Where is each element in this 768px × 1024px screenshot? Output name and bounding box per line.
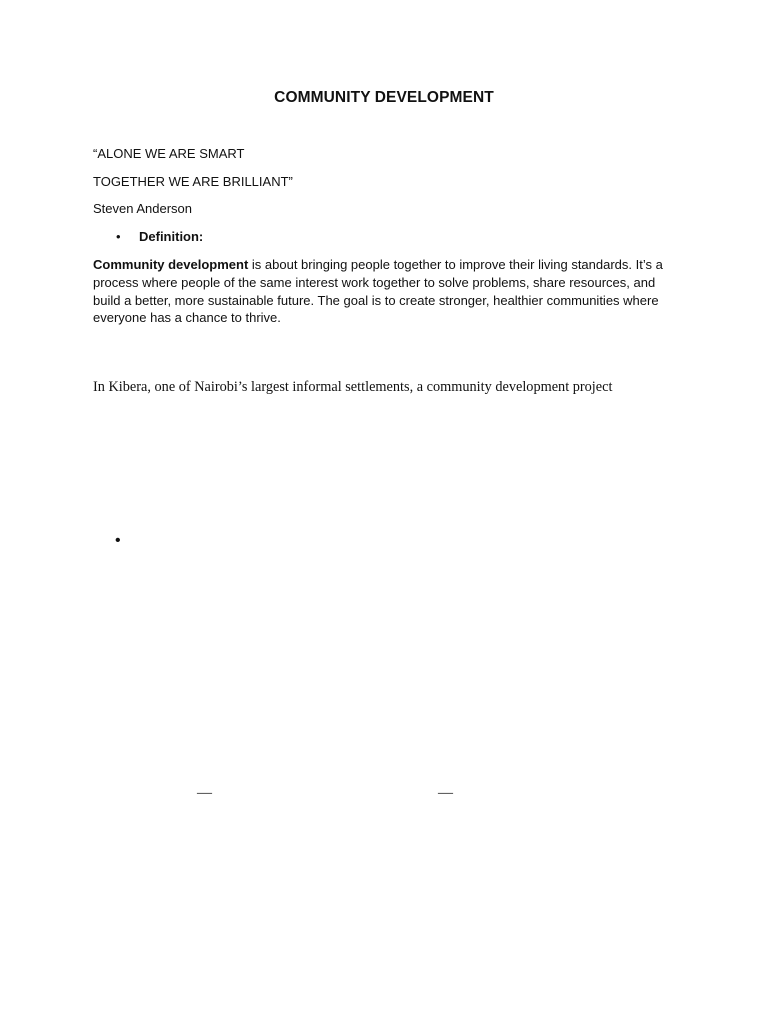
quote-author: Steven Anderson [93, 201, 193, 216]
document-title: COMMUNITY DEVELOPMENT [274, 89, 494, 106]
definition-text: is about bringing people together to improve their living standards. It’s a process where people of the same interest work together to solve problems, share resources, and build a better, more sustainable future. The goal is to create stronger, healthier communities where everyone has a chance to thrive. [93, 257, 663, 326]
dash-mark-2: — [438, 785, 453, 801]
empty-bullet-icon: • [115, 532, 121, 549]
definition-paragraph [93, 256, 678, 327]
kibera-sentence: In Kibera, one of Nairobi’s largest informal settlements, a community development project [93, 379, 613, 395]
definition-label: Definition: [139, 229, 204, 244]
bullet-icon: • [116, 229, 121, 244]
dash-mark-1: — [197, 785, 212, 801]
definition-term: Community development [93, 257, 249, 272]
quote-line-2: TOGETHER WE ARE BRILLIANT” [93, 174, 293, 189]
quote-line-1: “ALONE WE ARE SMART [93, 146, 245, 161]
